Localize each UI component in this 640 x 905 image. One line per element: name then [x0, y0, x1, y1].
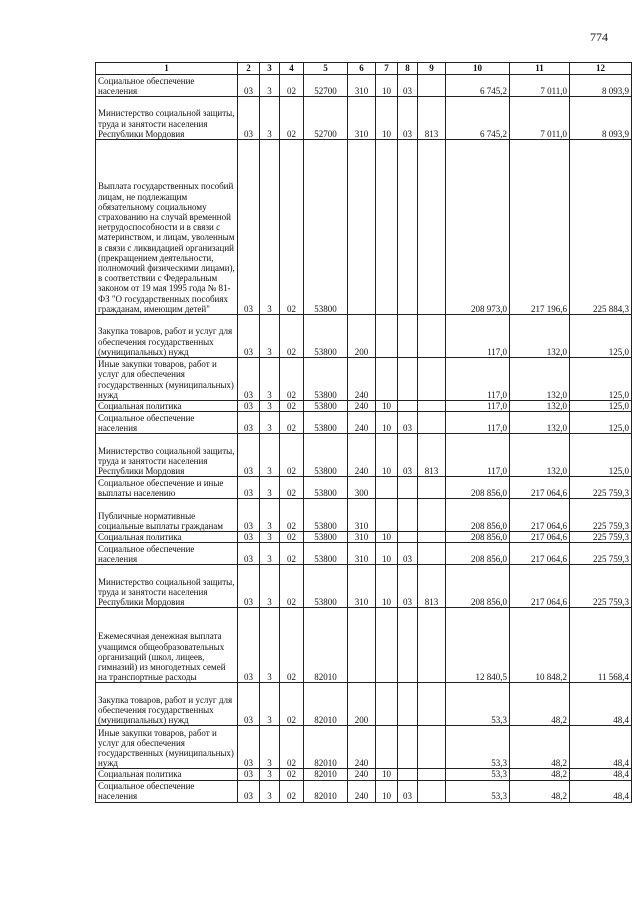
division-code	[376, 683, 398, 726]
amount-col-10: 117,0	[446, 412, 510, 434]
header-row	[96, 63, 632, 75]
subsection-code: 3	[260, 565, 280, 608]
subsection-code: 3	[260, 434, 280, 477]
subdivision-code	[398, 608, 418, 683]
amount-col-11: 132,0	[510, 401, 570, 412]
item-code: 53800	[304, 532, 348, 543]
amount-col-10: 117,0	[446, 401, 510, 412]
row-name: Социальная политика	[96, 401, 238, 412]
program-code: 02	[280, 565, 304, 608]
program-code: 02	[280, 543, 304, 565]
item-code: 82010	[304, 608, 348, 683]
item-code: 82010	[304, 683, 348, 726]
amount-col-10: 12 840,5	[446, 608, 510, 683]
division-code: 10	[376, 97, 398, 140]
column-header: 2	[238, 63, 260, 75]
amount-col-12: 125,0	[570, 358, 632, 401]
section-code: 03	[238, 401, 260, 412]
row-name: Министерство социальной защиты, труда и занятости населения Республики Мордовия	[96, 434, 238, 477]
row-name: Социальное обеспечение населения	[96, 780, 238, 802]
expense-type-code: 300	[348, 477, 376, 499]
table-row	[96, 140, 632, 315]
column-header: 5	[304, 63, 348, 75]
amount-col-11: 217 064,6	[510, 477, 570, 499]
amount-col-11: 7 011,0	[510, 97, 570, 140]
column-header: 1	[96, 63, 238, 75]
ministry-code	[418, 543, 446, 565]
expense-type-code: 240	[348, 780, 376, 802]
row-name: Министерство социальной защиты, труда и занятости населения Республики Мордовия	[96, 565, 238, 608]
column-header: 4	[280, 63, 304, 75]
section-code: 03	[238, 499, 260, 532]
amount-col-10: 208 856,0	[446, 543, 510, 565]
subsection-code: 3	[260, 726, 280, 769]
ministry-code: 813	[418, 434, 446, 477]
subdivision-code	[398, 726, 418, 769]
division-code: 10	[376, 434, 398, 477]
item-code: 82010	[304, 780, 348, 802]
amount-col-12: 125,0	[570, 412, 632, 434]
ministry-code	[418, 769, 446, 780]
expense-type-code: 240	[348, 412, 376, 434]
amount-col-10: 117,0	[446, 358, 510, 401]
section-code: 03	[238, 358, 260, 401]
row-name: Выплата государственных пособий лицам, не подлежащим обязательному социальному страхованию на случай временной нетрудоспособности и в связи с материнством, и лицам, уволенным в связи с ликвидацией организаций (прекращением деятельности, полномочий физическими лицами), в соответствии с Федеральным законом от 19 мая 1995 года № 81-ФЗ "О государственных пособиях гражданам, имеющим детей"	[96, 140, 238, 315]
amount-col-11: 48,2	[510, 726, 570, 769]
row-name: Закупка товаров, работ и услуг для обеспечения государственных (муниципальных) нужд	[96, 315, 238, 358]
amount-col-12: 48,4	[570, 683, 632, 726]
item-code: 53800	[304, 499, 348, 532]
subdivision-code: 03	[398, 75, 418, 97]
ministry-code	[418, 608, 446, 683]
amount-col-12: 225 759,3	[570, 532, 632, 543]
amount-col-11: 48,2	[510, 683, 570, 726]
row-name: Социальное обеспечение населения	[96, 412, 238, 434]
item-code: 53800	[304, 565, 348, 608]
table-row	[96, 769, 632, 780]
amount-col-11: 217 064,6	[510, 543, 570, 565]
amount-col-11: 10 848,2	[510, 608, 570, 683]
section-code: 03	[238, 315, 260, 358]
amount-col-12: 48,4	[570, 726, 632, 769]
amount-col-10: 117,0	[446, 315, 510, 358]
section-code: 03	[238, 769, 260, 780]
subsection-code: 3	[260, 315, 280, 358]
subdivision-code: 03	[398, 97, 418, 140]
expense-type-code: 310	[348, 97, 376, 140]
division-code: 10	[376, 412, 398, 434]
table-row	[96, 75, 632, 97]
subsection-code: 3	[260, 412, 280, 434]
subdivision-code	[398, 769, 418, 780]
column-header: 9	[418, 63, 446, 75]
program-code: 02	[280, 75, 304, 97]
expense-type-code	[348, 140, 376, 315]
expense-type-code: 240	[348, 401, 376, 412]
section-code: 03	[238, 565, 260, 608]
amount-col-11: 217 064,6	[510, 499, 570, 532]
amount-col-10: 208 856,0	[446, 477, 510, 499]
amount-col-11: 217 064,6	[510, 565, 570, 608]
ministry-code	[418, 726, 446, 769]
section-code: 03	[238, 75, 260, 97]
division-code	[376, 499, 398, 532]
amount-col-12: 225 884,3	[570, 140, 632, 315]
division-code: 10	[376, 780, 398, 802]
subdivision-code	[398, 140, 418, 315]
subdivision-code: 03	[398, 543, 418, 565]
row-name: Социальное обеспечение населения	[96, 75, 238, 97]
division-code: 10	[376, 75, 398, 97]
amount-col-10: 208 973,0	[446, 140, 510, 315]
amount-col-11: 132,0	[510, 434, 570, 477]
table-row	[96, 608, 632, 683]
amount-col-10: 117,0	[446, 434, 510, 477]
program-code: 02	[280, 769, 304, 780]
column-header: 11	[510, 63, 570, 75]
program-code: 02	[280, 683, 304, 726]
column-header: 12	[570, 63, 632, 75]
item-code: 52700	[304, 75, 348, 97]
page-number: 774	[590, 30, 608, 44]
amount-col-12: 48,4	[570, 780, 632, 802]
row-name: Социальное обеспечение и иные выплаты населению	[96, 477, 238, 499]
program-code: 02	[280, 140, 304, 315]
subdivision-code	[398, 499, 418, 532]
table-row	[96, 499, 632, 532]
amount-col-10: 53,3	[446, 780, 510, 802]
subsection-code: 3	[260, 683, 280, 726]
table-row	[96, 780, 632, 802]
item-code: 53800	[304, 315, 348, 358]
amount-col-10: 53,3	[446, 769, 510, 780]
subsection-code: 3	[260, 543, 280, 565]
subdivision-code: 03	[398, 780, 418, 802]
section-code: 03	[238, 726, 260, 769]
ministry-code	[418, 358, 446, 401]
item-code: 53800	[304, 477, 348, 499]
table-row	[96, 532, 632, 543]
expense-type-code: 240	[348, 358, 376, 401]
item-code: 53800	[304, 401, 348, 412]
subsection-code: 3	[260, 608, 280, 683]
amount-col-11: 48,2	[510, 769, 570, 780]
table-row	[96, 565, 632, 608]
program-code: 02	[280, 315, 304, 358]
amount-col-12: 125,0	[570, 434, 632, 477]
program-code: 02	[280, 780, 304, 802]
item-code: 53800	[304, 434, 348, 477]
row-name: Иные закупки товаров, работ и услуг для обеспечения государственных (муниципальных) нужд	[96, 358, 238, 401]
amount-col-12: 225 759,3	[570, 543, 632, 565]
subsection-code: 3	[260, 499, 280, 532]
subsection-code: 3	[260, 532, 280, 543]
subsection-code: 3	[260, 780, 280, 802]
expense-type-code: 310	[348, 75, 376, 97]
row-name: Социальная политика	[96, 532, 238, 543]
amount-col-12: 125,0	[570, 401, 632, 412]
amount-col-12: 8 093,9	[570, 97, 632, 140]
ministry-code	[418, 140, 446, 315]
ministry-code	[418, 477, 446, 499]
program-code: 02	[280, 434, 304, 477]
subsection-code: 3	[260, 140, 280, 315]
amount-col-12: 8 093,9	[570, 75, 632, 97]
ministry-code	[418, 401, 446, 412]
column-header: 7	[376, 63, 398, 75]
section-code: 03	[238, 543, 260, 565]
section-code: 03	[238, 532, 260, 543]
amount-col-12: 48,4	[570, 769, 632, 780]
subdivision-code: 03	[398, 565, 418, 608]
amount-col-10: 208 856,0	[446, 565, 510, 608]
subdivision-code	[398, 477, 418, 499]
ministry-code: 813	[418, 565, 446, 608]
expense-type-code: 310	[348, 565, 376, 608]
program-code: 02	[280, 499, 304, 532]
program-code: 02	[280, 412, 304, 434]
program-code: 02	[280, 477, 304, 499]
amount-col-11: 132,0	[510, 412, 570, 434]
amount-col-10: 53,3	[446, 726, 510, 769]
table-row	[96, 477, 632, 499]
subdivision-code: 03	[398, 434, 418, 477]
table-row	[96, 315, 632, 358]
expense-type-code: 200	[348, 683, 376, 726]
amount-col-11: 132,0	[510, 315, 570, 358]
table-row	[96, 434, 632, 477]
item-code: 82010	[304, 769, 348, 780]
subsection-code: 3	[260, 401, 280, 412]
section-code: 03	[238, 97, 260, 140]
division-code: 10	[376, 543, 398, 565]
amount-col-11: 48,2	[510, 780, 570, 802]
amount-col-10: 53,3	[446, 683, 510, 726]
ministry-code	[418, 315, 446, 358]
ministry-code: 813	[418, 97, 446, 140]
expense-type-code: 310	[348, 543, 376, 565]
program-code: 02	[280, 608, 304, 683]
amount-col-10: 6 745,2	[446, 75, 510, 97]
row-name: Министерство социальной защиты, труда и занятости населения Республики Мордовия	[96, 97, 238, 140]
amount-col-11: 217 196,6	[510, 140, 570, 315]
subdivision-code	[398, 683, 418, 726]
budget-table	[95, 62, 632, 803]
subdivision-code: 03	[398, 412, 418, 434]
row-name: Социальное обеспечение населения	[96, 543, 238, 565]
amount-col-12: 225 759,3	[570, 565, 632, 608]
expense-type-code: 240	[348, 769, 376, 780]
subdivision-code	[398, 532, 418, 543]
section-code: 03	[238, 477, 260, 499]
section-code: 03	[238, 140, 260, 315]
ministry-code	[418, 683, 446, 726]
table-body	[96, 75, 632, 803]
table-row	[96, 401, 632, 412]
program-code: 02	[280, 358, 304, 401]
amount-col-12: 11 568,4	[570, 608, 632, 683]
column-header: 3	[260, 63, 280, 75]
amount-col-12: 225 759,3	[570, 477, 632, 499]
table-row	[96, 97, 632, 140]
division-code: 10	[376, 532, 398, 543]
table-row	[96, 412, 632, 434]
division-code	[376, 477, 398, 499]
item-code: 53800	[304, 358, 348, 401]
item-code: 53800	[304, 412, 348, 434]
program-code: 02	[280, 532, 304, 543]
column-header: 10	[446, 63, 510, 75]
amount-col-12: 225 759,3	[570, 499, 632, 532]
division-code	[376, 726, 398, 769]
ministry-code	[418, 75, 446, 97]
section-code: 03	[238, 780, 260, 802]
subsection-code: 3	[260, 75, 280, 97]
program-code: 02	[280, 401, 304, 412]
row-name: Социальная политика	[96, 769, 238, 780]
section-code: 03	[238, 412, 260, 434]
row-name: Закупка товаров, работ и услуг для обеспечения государственных (муниципальных) нужд	[96, 683, 238, 726]
section-code: 03	[238, 434, 260, 477]
amount-col-10: 208 856,0	[446, 499, 510, 532]
expense-type-code	[348, 608, 376, 683]
amount-col-12: 125,0	[570, 315, 632, 358]
item-code: 53800	[304, 543, 348, 565]
item-code: 52700	[304, 97, 348, 140]
division-code	[376, 140, 398, 315]
expense-type-code: 240	[348, 726, 376, 769]
subdivision-code	[398, 358, 418, 401]
row-name: Публичные нормативные социальные выплаты гражданам	[96, 499, 238, 532]
division-code: 10	[376, 401, 398, 412]
subsection-code: 3	[260, 358, 280, 401]
table-row	[96, 683, 632, 726]
item-code: 82010	[304, 726, 348, 769]
subsection-code: 3	[260, 97, 280, 140]
section-code: 03	[238, 683, 260, 726]
expense-type-code: 310	[348, 499, 376, 532]
section-code: 03	[238, 608, 260, 683]
ministry-code	[418, 780, 446, 802]
subsection-code: 3	[260, 769, 280, 780]
ministry-code	[418, 532, 446, 543]
expense-type-code: 200	[348, 315, 376, 358]
column-header: 6	[348, 63, 376, 75]
table-row	[96, 358, 632, 401]
row-name: Иные закупки товаров, работ и услуг для обеспечения государственных (муниципальных) нужд	[96, 726, 238, 769]
division-code: 10	[376, 565, 398, 608]
subdivision-code	[398, 315, 418, 358]
amount-col-11: 132,0	[510, 358, 570, 401]
division-code	[376, 608, 398, 683]
row-name: Ежемесячная денежная выплата учащимся общеобразовательных организаций (школ, лицеев, гимназий) из многодетных семей на транспортные расходы	[96, 608, 238, 683]
expense-type-code: 310	[348, 532, 376, 543]
subsection-code: 3	[260, 477, 280, 499]
ministry-code	[418, 412, 446, 434]
amount-col-10: 6 745,2	[446, 97, 510, 140]
amount-col-11: 7 011,0	[510, 75, 570, 97]
program-code: 02	[280, 97, 304, 140]
amount-col-10: 208 856,0	[446, 532, 510, 543]
division-code: 10	[376, 769, 398, 780]
expense-type-code: 240	[348, 434, 376, 477]
amount-col-11: 217 064,6	[510, 532, 570, 543]
division-code	[376, 358, 398, 401]
ministry-code	[418, 499, 446, 532]
program-code: 02	[280, 726, 304, 769]
column-header: 8	[398, 63, 418, 75]
table-row	[96, 726, 632, 769]
division-code	[376, 315, 398, 358]
subdivision-code	[398, 401, 418, 412]
table-row	[96, 543, 632, 565]
item-code: 53800	[304, 140, 348, 315]
